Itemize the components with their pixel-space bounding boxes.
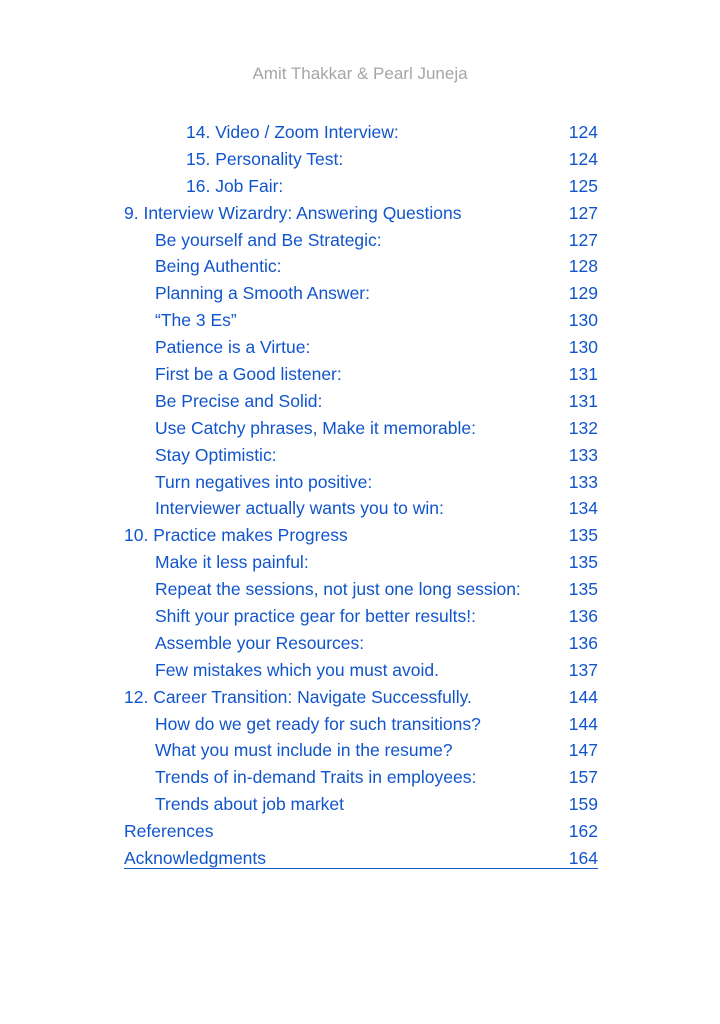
toc-entry-title[interactable]: What you must include in the resume? <box>155 740 453 761</box>
toc-entry-page-number[interactable]: 128 <box>568 256 598 277</box>
toc-entry-page-number[interactable]: 135 <box>568 552 598 573</box>
toc-entry-title[interactable]: Trends of in-demand Traits in employees: <box>155 767 477 788</box>
toc-entry[interactable] <box>124 764 598 791</box>
toc-entry-title[interactable]: Stay Optimistic: <box>155 444 277 465</box>
toc-entry[interactable] <box>124 818 598 845</box>
toc-entry[interactable] <box>124 522 598 549</box>
toc-entry-page-number[interactable]: 144 <box>568 686 598 707</box>
toc-entry-title[interactable]: 12. Career Transition: Navigate Successfully. <box>124 686 472 707</box>
toc-entry-page-number[interactable]: 136 <box>568 606 598 627</box>
toc-entry-page-number[interactable]: 130 <box>568 310 598 331</box>
toc-entry[interactable] <box>124 415 598 442</box>
toc-entry-page-number[interactable]: 157 <box>568 767 598 788</box>
toc-entry-page-number[interactable]: 137 <box>568 659 598 680</box>
toc-entry-title[interactable]: Trends about job market <box>155 794 345 815</box>
toc-entry[interactable] <box>124 630 598 657</box>
toc-entry-page-number[interactable]: 130 <box>568 337 598 358</box>
toc-entry-page-number[interactable]: 164 <box>568 848 598 869</box>
toc-entry-page-number[interactable]: 133 <box>568 471 598 492</box>
toc-entry[interactable] <box>124 576 598 603</box>
toc-entry-page-number[interactable]: 127 <box>568 202 598 223</box>
toc-entry-title[interactable]: “The 3 Es” <box>155 310 237 331</box>
toc-entry-page-number[interactable]: 129 <box>568 283 598 304</box>
toc-entry-title[interactable]: Assemble your Resources: <box>155 632 365 653</box>
toc-entry-title[interactable]: Repeat the sessions, not just one long session: <box>155 579 521 600</box>
table-of-contents <box>124 119 598 872</box>
toc-entry[interactable] <box>124 495 598 522</box>
toc-entry-title[interactable]: Being Authentic: <box>155 256 282 277</box>
toc-entry-title[interactable]: 9. Interview Wizardry: Answering Questions <box>124 202 462 223</box>
toc-entry-page-number[interactable]: 127 <box>568 229 598 250</box>
toc-entry-title[interactable]: Use Catchy phrases, Make it memorable: <box>155 417 476 438</box>
toc-entry-page-number[interactable]: 134 <box>568 498 598 519</box>
toc-entry[interactable] <box>124 307 598 334</box>
toc-entry-page-number[interactable]: 132 <box>568 417 598 438</box>
toc-entry[interactable] <box>124 657 598 684</box>
toc-entry[interactable] <box>124 227 598 254</box>
toc-entry[interactable] <box>124 253 598 280</box>
toc-entry-title[interactable]: Acknowledgments <box>124 848 267 869</box>
toc-entry[interactable] <box>124 442 598 469</box>
toc-entry[interactable] <box>124 549 598 576</box>
toc-entry-title[interactable]: 16. Job Fair: <box>186 175 284 196</box>
toc-entry-page-number[interactable]: 131 <box>568 364 598 385</box>
toc-entry-page-number[interactable]: 133 <box>568 444 598 465</box>
page-header-authors: Amit Thakkar & Pearl Juneja <box>252 64 468 83</box>
toc-entry[interactable] <box>124 791 598 818</box>
toc-entry-title[interactable]: Turn negatives into positive: <box>155 471 373 492</box>
toc-entry-page-number[interactable]: 159 <box>568 794 598 815</box>
toc-entry[interactable] <box>124 334 598 361</box>
toc-entry[interactable] <box>124 469 598 496</box>
toc-entry-page-number[interactable]: 131 <box>568 390 598 411</box>
toc-entry-title[interactable]: How do we get ready for such transitions? <box>155 713 481 734</box>
toc-entry-title[interactable]: Be yourself and Be Strategic: <box>155 229 382 250</box>
toc-entry-title[interactable]: Shift your practice gear for better results!: <box>155 606 476 627</box>
toc-entry-page-number[interactable]: 136 <box>568 632 598 653</box>
toc-entry[interactable] <box>124 845 598 872</box>
toc-entry-title[interactable]: First be a Good listener: <box>155 364 342 385</box>
toc-entry-title[interactable]: Few mistakes which you must avoid. <box>155 659 439 680</box>
toc-entry-title[interactable]: References <box>124 821 214 842</box>
toc-entry[interactable] <box>124 146 598 173</box>
toc-entry-title[interactable]: Interviewer actually wants you to win: <box>155 498 444 519</box>
toc-entry[interactable] <box>124 200 598 227</box>
toc-entry-title[interactable]: 15. Personality Test: <box>186 148 344 169</box>
toc-entry[interactable] <box>124 603 598 630</box>
toc-entry-title[interactable]: Planning a Smooth Answer: <box>155 283 370 304</box>
toc-entry-page-number[interactable]: 144 <box>568 713 598 734</box>
toc-entry[interactable] <box>124 711 598 738</box>
toc-entry-page-number[interactable]: 135 <box>568 579 598 600</box>
toc-entry[interactable] <box>124 737 598 764</box>
toc-entry-page-number[interactable]: 125 <box>568 175 598 196</box>
toc-entry-page-number[interactable]: 135 <box>568 525 598 546</box>
toc-entry-title[interactable]: 10. Practice makes Progress <box>124 525 348 546</box>
toc-entry[interactable] <box>124 119 598 146</box>
toc-entry-title[interactable]: Patience is a Virtue: <box>155 337 311 358</box>
toc-entry-page-number[interactable]: 124 <box>568 122 598 142</box>
toc-entry-title[interactable]: Be Precise and Solid: <box>155 390 323 411</box>
toc-entry-page-number[interactable]: 162 <box>568 821 598 842</box>
toc-entry[interactable] <box>124 361 598 388</box>
toc-entry[interactable] <box>124 684 598 711</box>
toc-entry[interactable] <box>124 388 598 415</box>
toc-entry-title[interactable]: Make it less painful: <box>155 552 309 573</box>
toc-entry[interactable] <box>124 173 598 200</box>
toc-entry-page-number[interactable]: 147 <box>568 740 598 761</box>
toc-entry-page-number[interactable]: 124 <box>568 148 598 169</box>
toc-entry-title[interactable]: 14. Video / Zoom Interview: <box>186 122 399 142</box>
toc-entry[interactable] <box>124 280 598 307</box>
